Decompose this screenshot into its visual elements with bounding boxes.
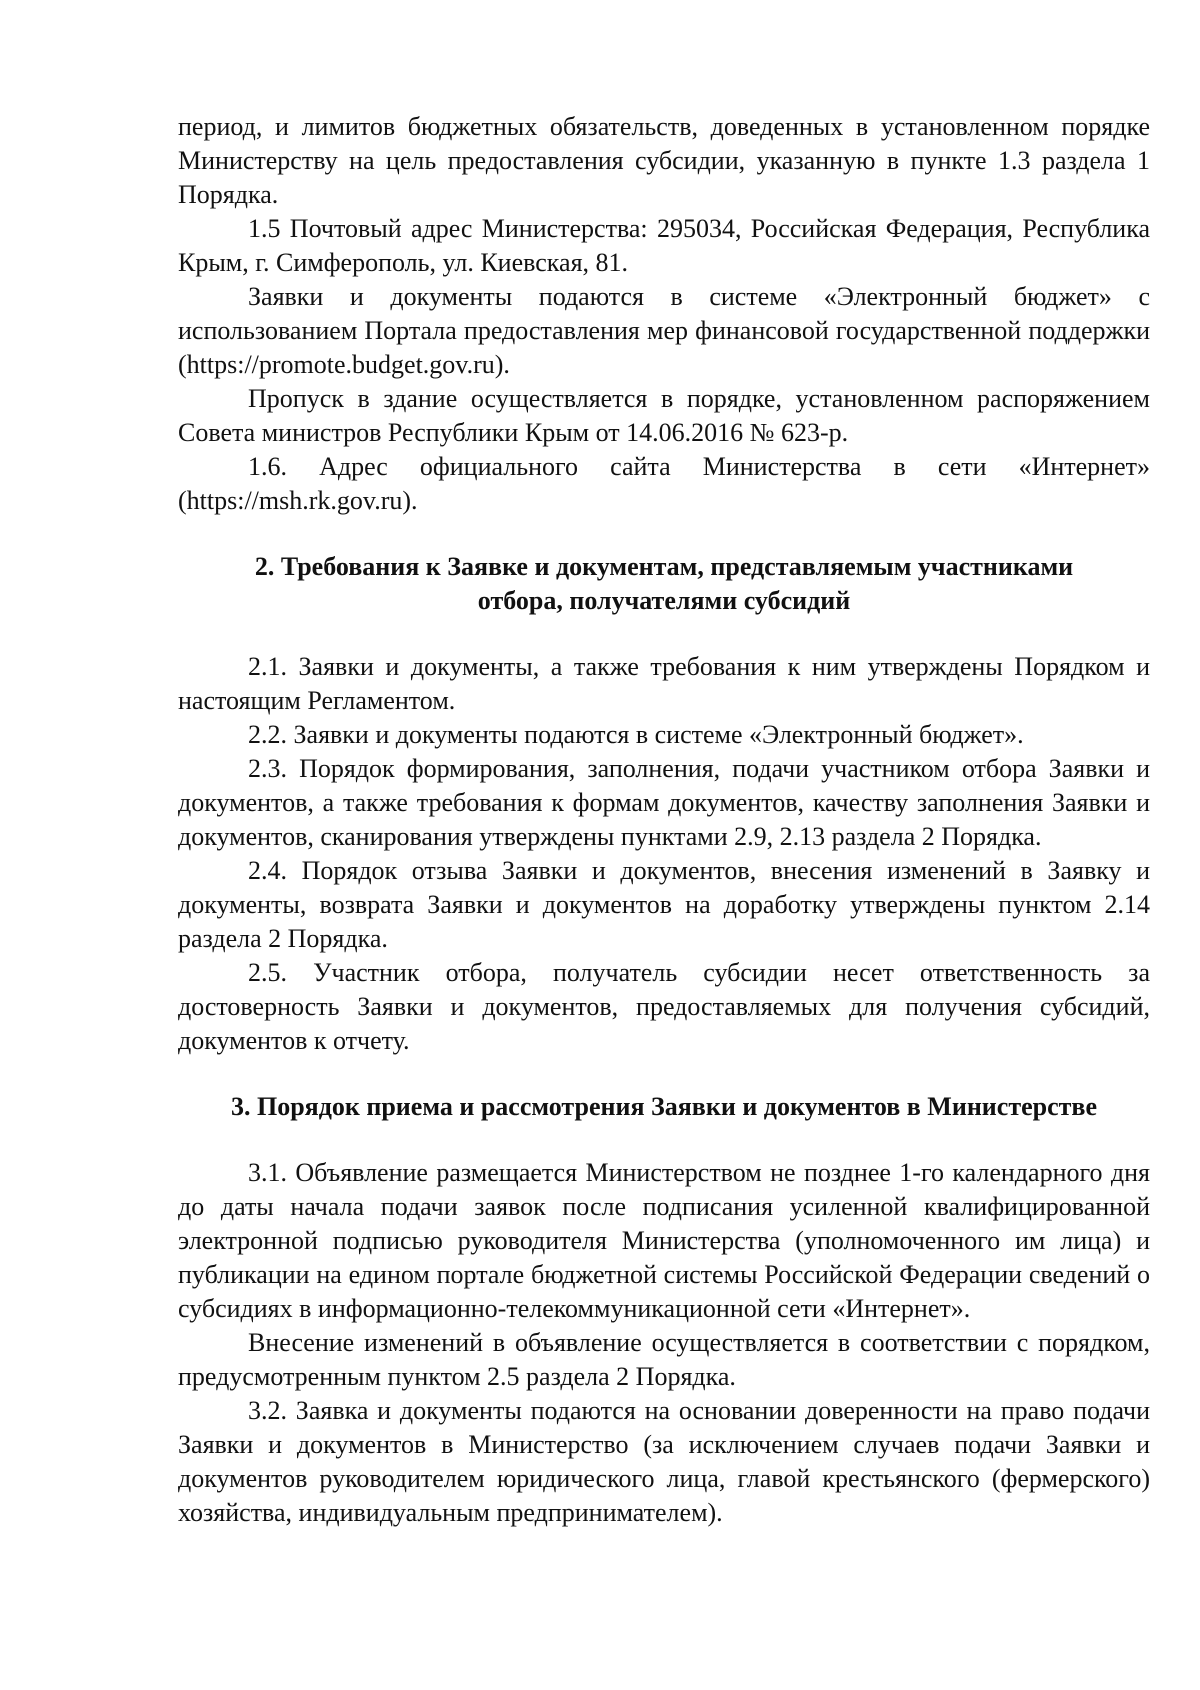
paragraph-3-1: 3.1. Объявление размещается Министерством не позднее 1-го календарного дня до даты начала подачи заявок после подписания усиленной квалифицированной электронной подписью руководителя Министерства (уполномоченного им лица) и публикации на едином портале бюджетной системы Российской Федерации сведений о субсидиях в информационно-телекоммуникационной сети «Интернет». (178, 1158, 1150, 1323)
section-2-heading-line-1: 2. Требования к Заявке и документам, представляемым участниками (254, 552, 1074, 581)
paragraph-2-5: 2.5. Участник отбора, получатель субсидии несет ответственность за достоверность Заявки и документов, предоставляемых для получения субсидий, документов к отчету. (178, 958, 1150, 1055)
paragraph-building-access: Пропуск в здание осуществляется в порядке, установленном распоряжением Совета министров Республики Крым от 14.06.2016 № 623-р. (178, 384, 1150, 447)
spacer (178, 618, 1150, 650)
section-3-heading: 3. Порядок приема и рассмотрения Заявки и документов в Министерстве (230, 1092, 1097, 1121)
paragraph-2-4: 2.4. Порядок отзыва Заявки и документов, внесения изменений в Заявку и документы, возврата Заявки и документов на доработку утверждены пунктом 2.14 раздела 2 Порядка. (178, 856, 1150, 953)
paragraph-3-1-changes: Внесение изменений в объявление осуществляется в соответствии с порядком, предусмотренным пунктом 2.5 раздела 2 Порядка. (178, 1328, 1150, 1391)
spacer (178, 518, 1150, 550)
paragraph-electronic-budget: Заявки и документы подаются в системе «Электронный бюджет» с использованием Портала предоставления мер финансовой государственной поддержки (https://promote.budget.gov.ru). (178, 282, 1150, 379)
spacer (178, 1124, 1150, 1156)
spacer (178, 1058, 1150, 1090)
paragraph-2-1: 2.1. Заявки и документы, а также требования к ним утверждены Порядком и настоящим Регламентом. (178, 652, 1150, 715)
paragraph-postal-address: 1.5 Почтовый адрес Министерства: 295034, Российская Федерация, Республика Крым, г. Симферополь, ул. Киевская, 81. (178, 214, 1150, 277)
paragraph-3-2: 3.2. Заявка и документы подаются на основании доверенности на право подачи Заявки и документов в Министерство (за исключением случаев подачи Заявки и документов руководителем юридического лица, главой крестьянского (фермерского) хозяйства, индивидуальным предпринимателем). (178, 1396, 1150, 1527)
paragraph-2-3: 2.3. Порядок формирования, заполнения, подачи участником отбора Заявки и документов, а также требования к формам документов, качеству заполнения Заявки и документов, сканирования утверждены пунктами 2.9, 2.13 раздела 2 Порядка. (178, 754, 1150, 851)
paragraph-official-site: 1.6. Адрес официального сайта Министерства в сети «Интернет» (https://msh.rk.gov.ru). (178, 452, 1150, 515)
paragraph-2-2: 2.2. Заявки и документы подаются в системе «Электронный бюджет». (248, 720, 1024, 749)
section-2-heading-line-2: отбора, получателями субсидий (477, 586, 851, 615)
paragraph-period-limits: период, и лимитов бюджетных обязательств, доведенных в установленном порядке Министерству на цель предоставления субсидии, указанную в пункте 1.3 раздела 1 Порядка. (178, 112, 1150, 209)
document-page (178, 110, 1150, 1530)
